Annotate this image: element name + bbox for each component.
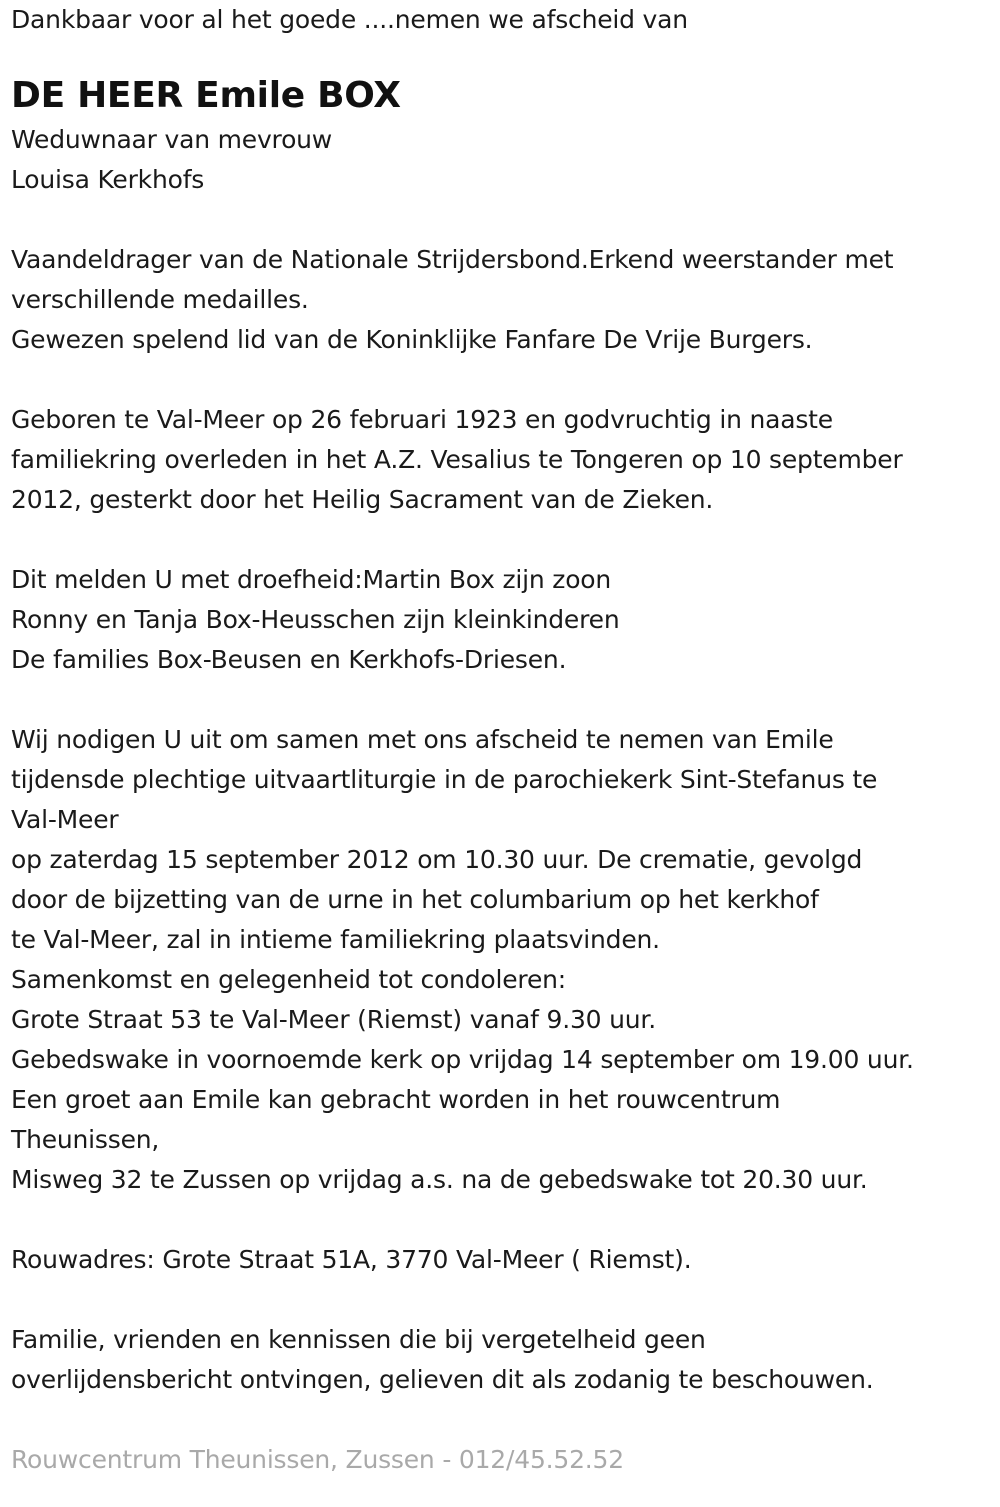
ceremony-line: Wij nodigen U uit om samen met ons afscheid te nemen van Emile [11, 725, 834, 754]
spacer [11, 360, 996, 400]
spouse-line: Louisa Kerkhofs [11, 165, 205, 194]
ceremony-line: Gebedswake in voornoemde kerk op vrijdag 14 september om 19.00 uur. [11, 1045, 914, 1074]
intro-text: Dankbaar voor al het goede ....nemen we afscheid van [11, 5, 688, 34]
mourning-address: Rouwadres: Grote Straat 51A, 3770 Val-Meer ( Riemst). [11, 1245, 692, 1274]
spacer [11, 520, 996, 560]
family-section [11, 560, 996, 680]
ceremony-line: Misweg 32 te Zussen op vrijdag a.s. na de gebedswake tot 20.30 uur. [11, 1165, 868, 1194]
birth-death-line: familiekring overleden in het A.Z. Vesalius te Tongeren op 10 september [11, 445, 903, 474]
spacer [11, 200, 996, 240]
family-line: De families Box-Beusen en Kerkhofs-Driesen. [11, 645, 567, 674]
ceremony-line: te Val-Meer, zal in intieme familiekring plaatsvinden. [11, 925, 660, 954]
ceremony-line: Een groet aan Emile kan gebracht worden in het rouwcentrum [11, 1085, 781, 1114]
honors-line: Vaandeldrager van de Nationale Strijdersbond.Erkend weerstander met [11, 245, 894, 274]
ceremony-line: Samenkomst en gelegenheid tot condoleren: [11, 965, 567, 994]
ceremony-line: op zaterdag 15 september 2012 om 10.30 uur. De crematie, gevolgd [11, 845, 863, 874]
honors-section [11, 240, 996, 360]
closing-section [11, 1320, 996, 1400]
ceremony-line: Theunissen, [11, 1125, 160, 1154]
spacer [11, 680, 996, 720]
closing-line: Familie, vrienden en kennissen die bij vergetelheid geen [11, 1325, 706, 1354]
birth-death-section [11, 400, 996, 520]
honors-line: Gewezen spelend lid van de Koninklijke Fanfare De Vrije Burgers. [11, 325, 813, 354]
ceremony-line: Val-Meer [11, 805, 119, 834]
spacer [11, 1400, 996, 1440]
family-line: Ronny en Tanja Box-Heusschen zijn kleinkinderen [11, 605, 620, 634]
ceremony-line: Grote Straat 53 te Val-Meer (Riemst) vanaf 9.30 uur. [11, 1005, 656, 1034]
ceremony-line: tijdensde plechtige uitvaartliturgie in de parochiekerk Sint-Stefanus te [11, 765, 878, 794]
spacer [11, 1200, 996, 1240]
birth-death-line: 2012, gesterkt door het Heilig Sacrament van de Zieken. [11, 485, 714, 514]
deceased-name: DE HEER Emile BOX [11, 75, 401, 116]
spouse-line: Weduwnaar van mevrouw [11, 125, 333, 154]
spacer [11, 1280, 996, 1320]
funeral-home-footer: Rouwcentrum Theunissen, Zussen - 012/45.52.52 [11, 1445, 624, 1474]
ceremony-section [11, 720, 996, 1200]
family-line: Dit melden U met droefheid:Martin Box zijn zoon [11, 565, 612, 594]
spouse-section [11, 120, 996, 200]
closing-line: overlijdensbericht ontvingen, gelieven dit als zodanig te beschouwen. [11, 1365, 874, 1394]
obituary-notice [11, 0, 996, 1480]
honors-line: verschillende medailles. [11, 285, 309, 314]
birth-death-line: Geboren te Val-Meer op 26 februari 1923 en godvruchtig in naaste [11, 405, 833, 434]
ceremony-line: door de bijzetting van de urne in het columbarium op het kerkhof [11, 885, 819, 914]
